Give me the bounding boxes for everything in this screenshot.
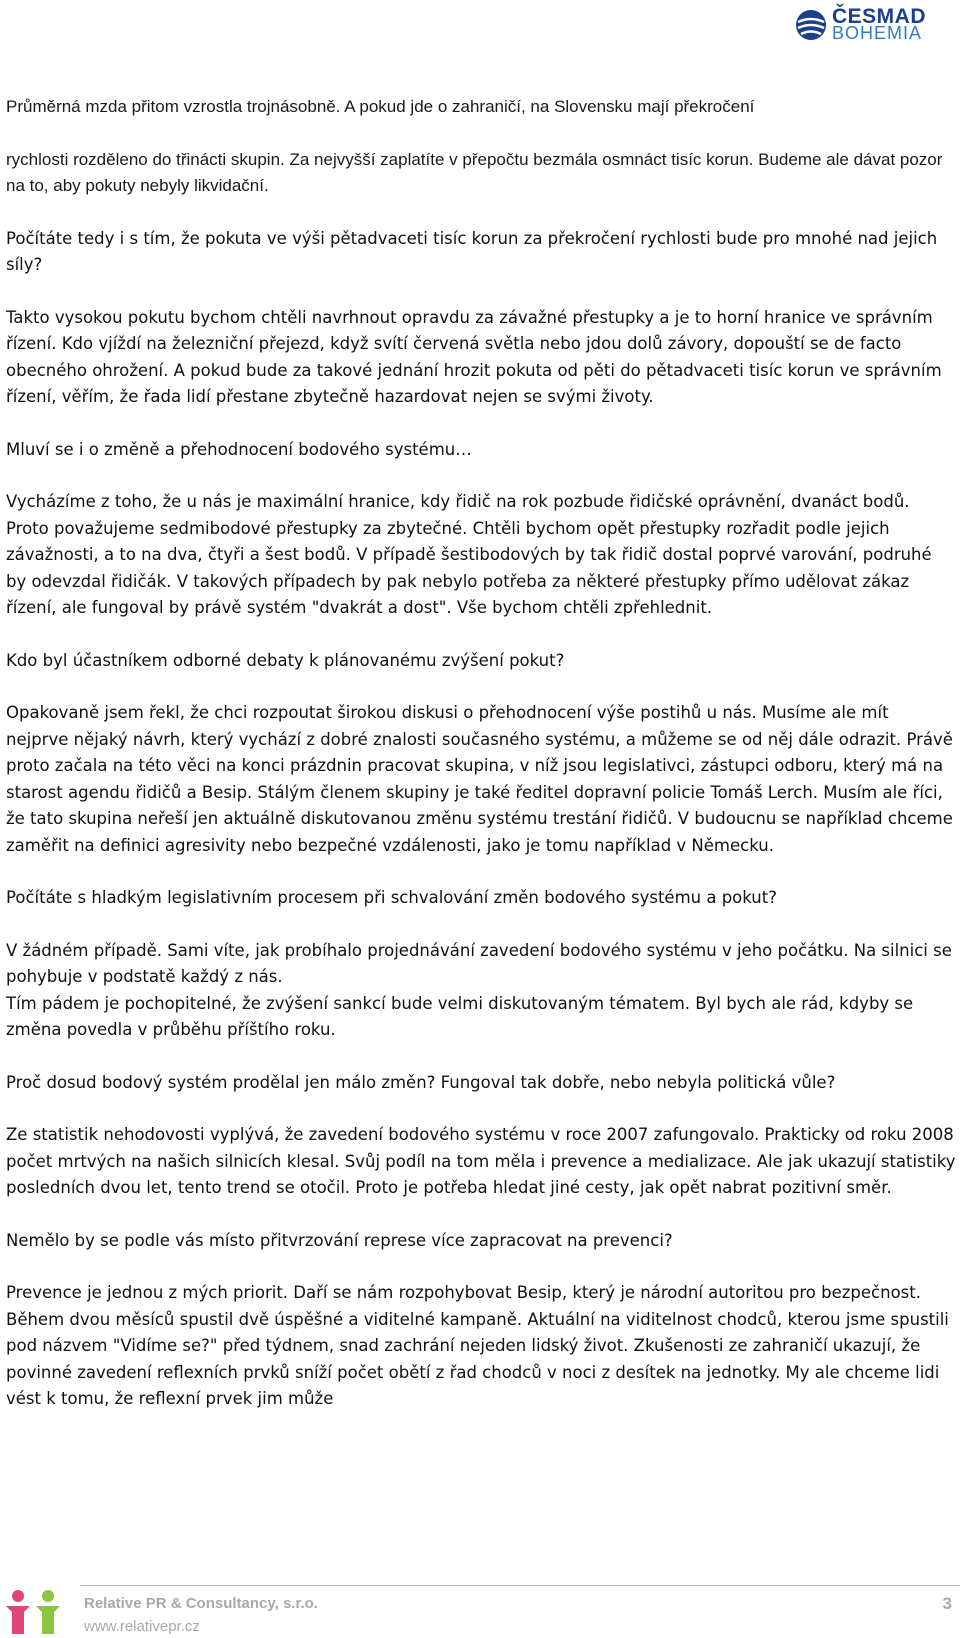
page-footer [0,1582,960,1638]
article-paragraph: Ze statistik nehodovosti vyplývá, že zavedení bodového systému v roce 2007 zafungovalo. Prakticky od roku 2008 počet mrtvých na našich silnicích klesal. Svůj podíl na tom měla i prevence a medializace. Ale jak ukazují statistiky posledních dvou let, tento trend se otočil. Proto je potřeba hledat jiné cesty, jak opět nabrat pozitivní směr. [6,1125,956,1197]
article-paragraph: Počítáte s hladkým legislativním procesem při schvalování změn bodového systému a pokut? [6,888,777,907]
page-number: 3 [942,1594,952,1613]
logo-title: ČESMAD [832,5,927,28]
article-body [6,94,956,1413]
people-icon [4,1586,68,1636]
cesmad-bohemia-logo [794,6,954,44]
article-paragraph: Počítáte tedy i s tím, že pokuta ve výši pětadvaceti tisíc korun za překročení rychlosti bude pro mnohé nad jejich síly? [6,228,938,274]
globe-icon [794,8,828,42]
footer-company-name: Relative PR & Consultancy, s.r.o. [84,1595,318,1612]
article-paragraph: Tím pádem je pochopitelné, že zvýšení sankcí bude velmi diskutovaným tématem. Byl bych ale rád, kdyby se změna povedla v průběhu příštího roku. [6,993,914,1039]
article-paragraph: Kdo byl účastníkem odborné debaty k plánovanému zvýšení pokut? [6,650,565,670]
article-paragraph: Opakovaně jsem řekl, že chci rozpoutat širokou diskusi o přehodnocení výše postihů u nás. Musíme ale mít nejprve nějaký návrh, který vychází z dobré znalosti současného systému, a můžeme se od něj dále odrazit. Právě proto začala na této věci na konci prázdnin pracovat skupina, v níž jsou legislativci, zástupci odboru, který má na starost agendu řidičů a Besip. Stálým členem skupiny je také ředitel dopravní policie Tomáš Lerch. Musím ale říci, že tato skupina neřeší jen aktuálně diskutovanou změnu systému trestání řidičů. V budoucnu se například chceme zaměřit na definici agresivity nebo bezpečné vzdálenosti, jako je tomu například v Německu. [6,703,953,855]
article-paragraph: Mluví se i o změně a přehodnocení bodového systému… [6,439,472,459]
article-paragraph: Vycházíme z toho, že u nás je maximální hranice, kdy řidič na rok pozbude řidičské oprávnění, dvanáct bodů. Proto považujeme sedmibodové přestupky za zbytečné. Chtěli bychom opět přestupky rozřadit podle jejich závažnosti, a to na dva, čtyři a šest bodů. V případě šestibodových by tak řidič dostal poprvé varování, podruhé by odevzdal řidičák. V takových případech by pak nebylo potřeba za některé přestupky přímo udělovat zákaz řízení, ale fungoval by právě systém "dvakrát a dost". Vše bychom chtěli zpřehlednit. [6,492,932,617]
article-paragraph: Takto vysokou pokutu bychom chtěli navrhnout opravdu za závažné přestupky a je to horní hranice ve správním řízení. Kdo vjíždí na železniční přejezd, když svítí červená světla nebo jdou dolů závory, dopouští se de facto obecného ohrožení. A pokud bude za takové jednání hrozit pokuta od pěti do pětadvaceti tisíc korun ve správním řízení, věřím, že řada lidí přestane zbytečně hazardovat nejen se svými životy. [6,307,942,406]
logo-subtitle: BOHEMIA [832,23,923,43]
article-paragraph: Průměrná mzda přitom vzrostla trojnásobně. A pokud jde o zahraničí, na Slovensku mají překročení [6,97,755,116]
article-paragraph: Proč dosud bodový systém prodělal jen málo změn? Fungoval tak dobře, nebo nebyla politická vůle? [6,1072,836,1092]
article-paragraph: Nemělo by se podle vás místo přitvrzování represe více zapracovat na prevenci? [6,1230,673,1250]
article-paragraph: Prevence je jednou z mých priorit. Daří se nám rozpohybovat Besip, který je národní autoritou pro bezpečnost. Během dvou měsíců spustil dvě úspěšné a viditelné kampaně. Aktuální na viditelnost chodců, kterou jsme spustili pod názvem "Vidíme se?" před týdnem, snad zachrání nejeden lidský život. Zkušenosti ze zahraničí ukazují, že povinné zavedení reflexních prvků sníží počet obětí z řad chodců v noci z desítek na jednotky. My ale chceme lidi vést k tomu, že reflexní prvek jim může [6,1283,949,1408]
article-paragraph: V žádném případě. Sami víte, jak probíhalo projednávání zavedení bodového systému v jeho počátku. Na silnici se pohybuje v podstatě každý z nás. [6,940,952,986]
footer-website-link[interactable]: www.relativepr.cz [84,1618,200,1635]
footer-divider [80,1585,960,1586]
article-paragraph: rychlosti rozděleno do třinácti skupin. Za nejvyšší zaplatíte v přepočtu bezmála osmnáct tisíc korun. Budeme ale dávat pozor na to, aby pokuty nebyly likvidační. [6,149,943,195]
